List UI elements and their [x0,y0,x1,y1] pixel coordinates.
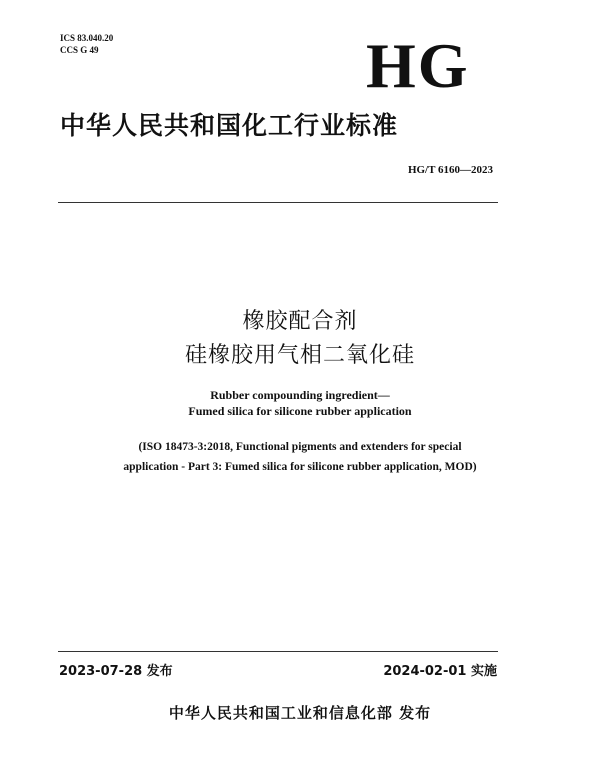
top-divider [58,202,498,203]
title-en-line2: Fumed silica for silicone rubber application [188,404,412,418]
issuing-authority: 中华人民共和国工业和信息化部 发布 [168,704,432,722]
ics-code: ICS 83.040.20 [60,33,114,43]
title-en-line1: Rubber compounding ingredient— [210,388,390,402]
iso-reference-line2: application - Part 3: Fumed silica for silicone rubber application, MOD) [123,461,477,473]
bottom-divider [58,651,498,652]
classification-codes [60,32,113,56]
iso-reference-line1: (ISO 18473-3:2018, Functional pigments and extenders for special [138,441,462,453]
issue-date: 2023-07-28 发布 [59,664,173,679]
ccs-code: CCS G 49 [60,45,99,55]
hg-logo: HG [366,30,470,101]
implementation-date: 2024-02-01 实施 [383,664,497,679]
standard-number: HG/T 6160—2023 [407,164,493,176]
standard-category: 中华人民共和国化工行业标准 [60,111,399,140]
title-cn-line1: 橡胶配合剂 [242,309,358,334]
title-cn-line2: 硅橡胶用气相二氧化硅 [184,343,415,368]
